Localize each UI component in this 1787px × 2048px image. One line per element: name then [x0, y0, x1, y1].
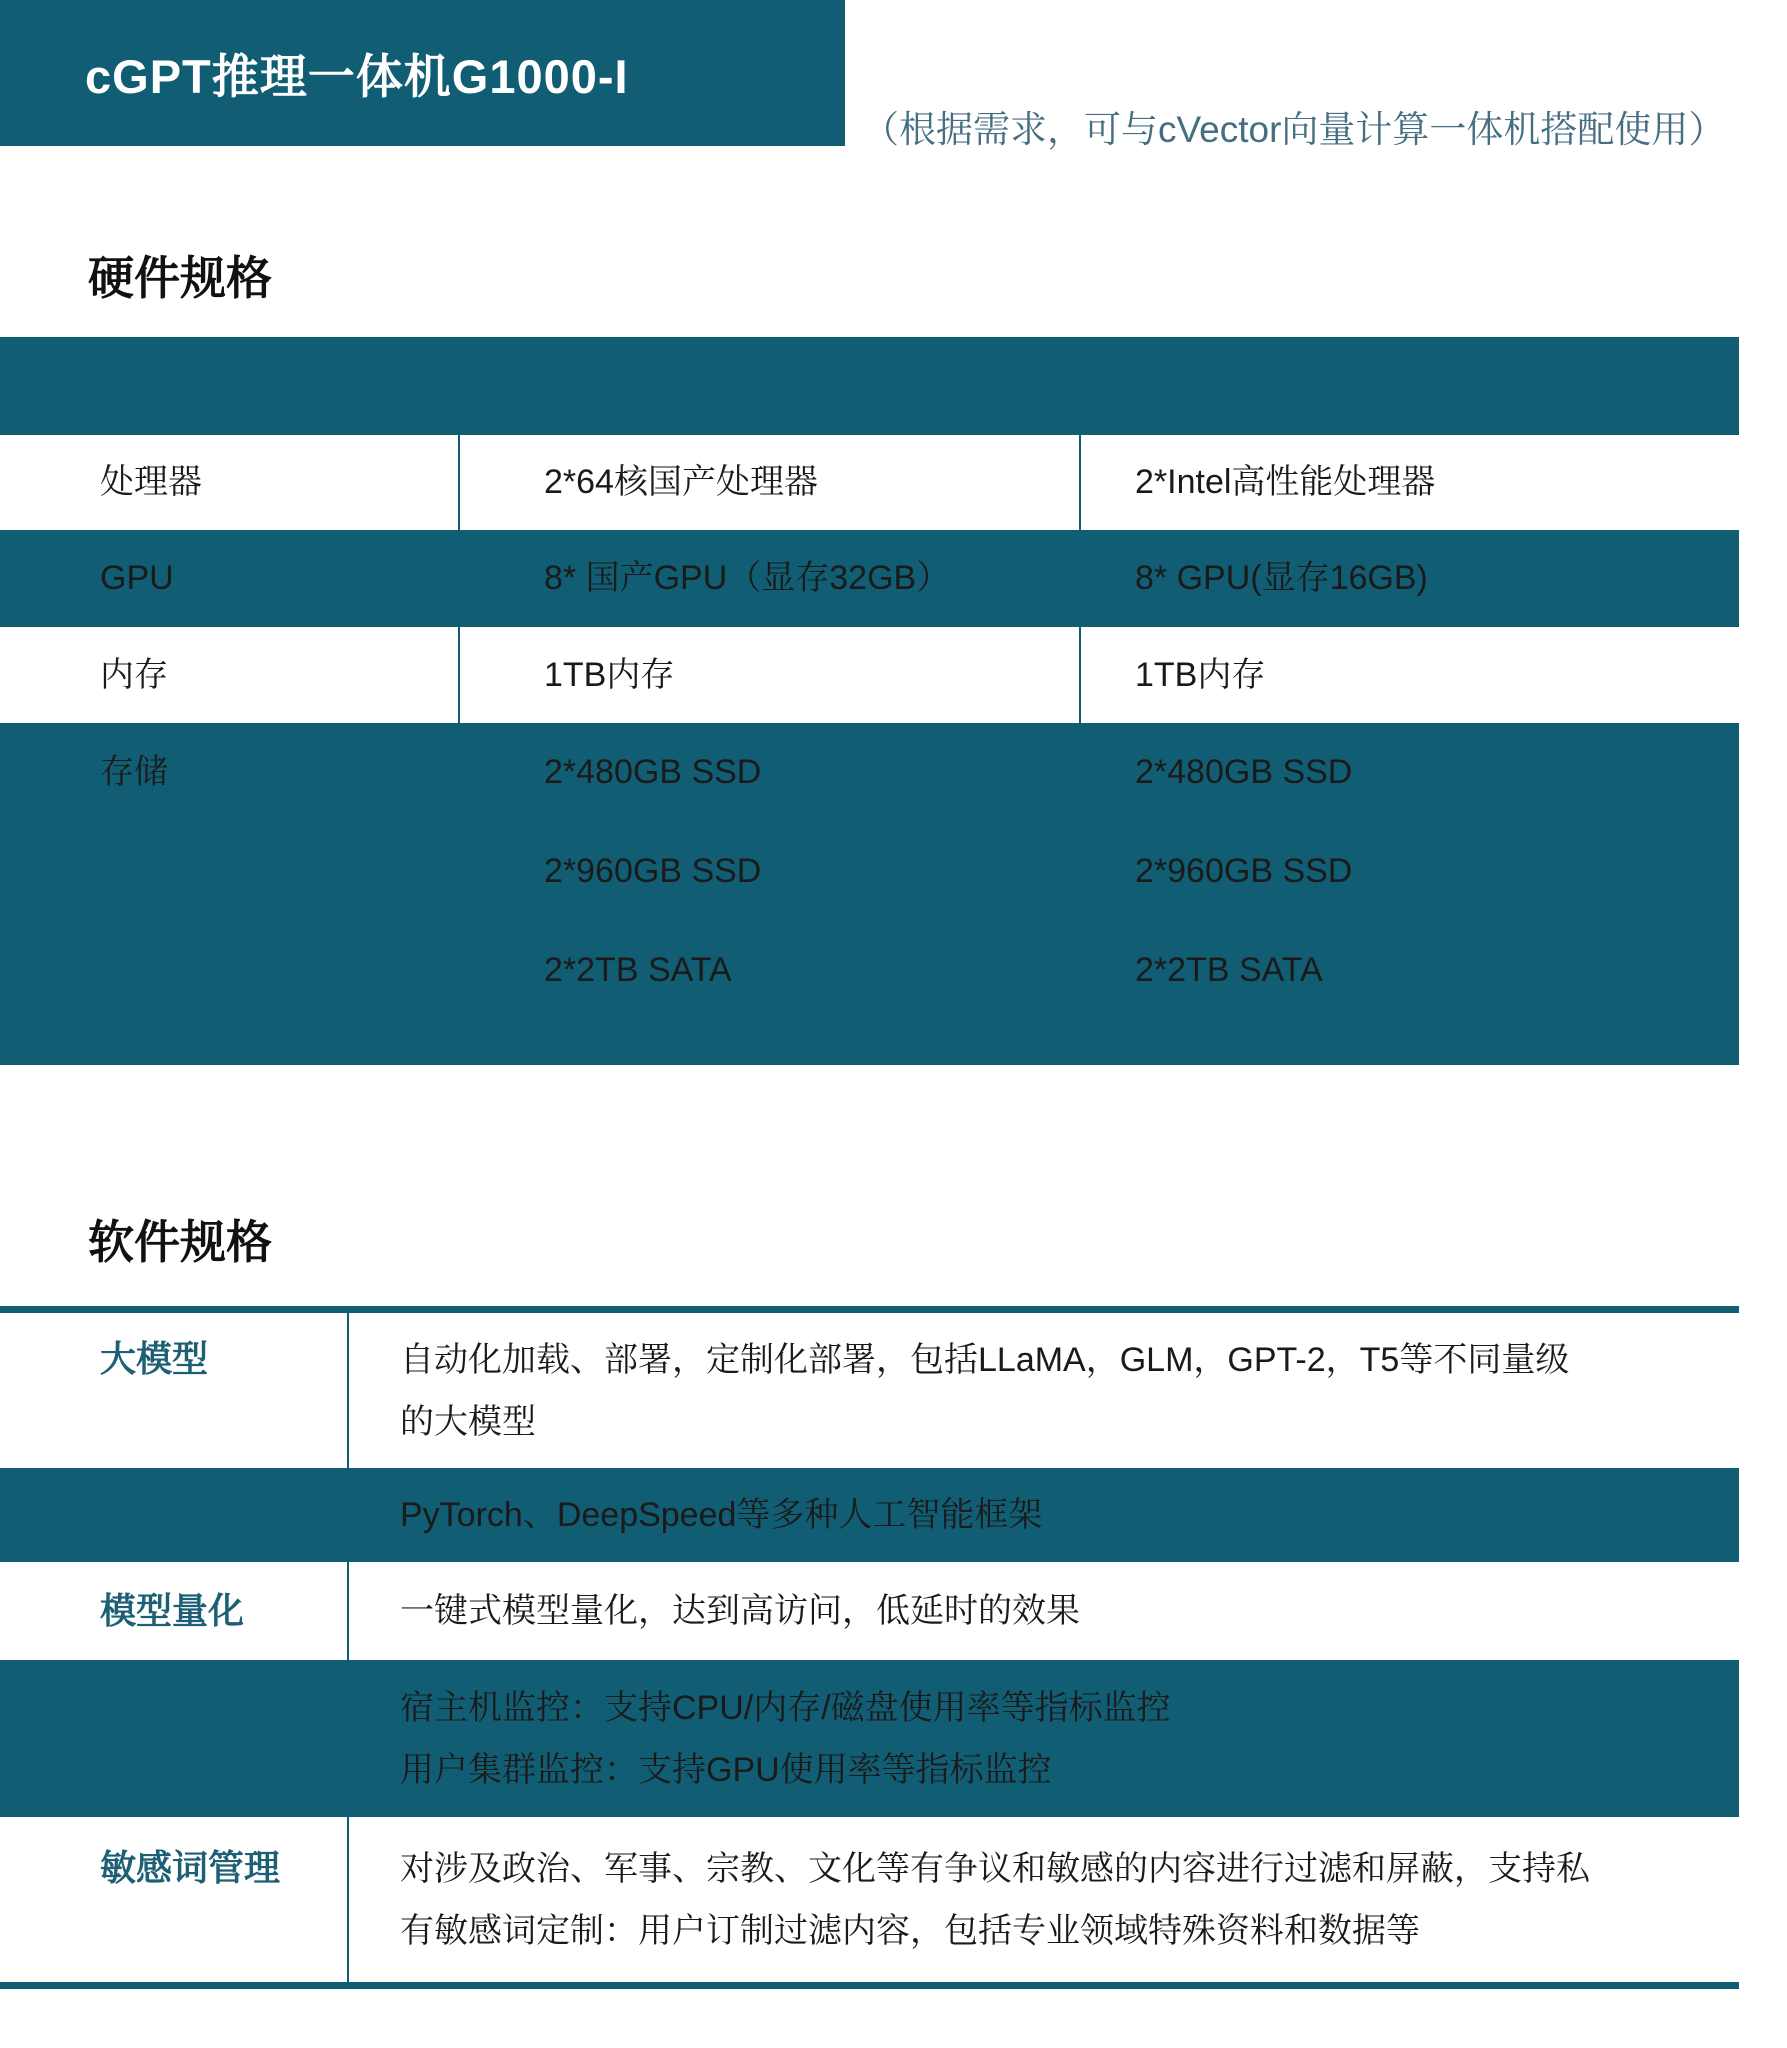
hardware-spec-table	[0, 337, 1739, 1065]
sw-large-model-label: 大模型	[0, 1313, 349, 1468]
hw-processor-label: 处理器	[0, 435, 460, 530]
table-row	[0, 1817, 1739, 1982]
hw-storage-config2-line1: 2*480GB SSD	[1135, 753, 1353, 791]
sw-quantization-line1: 一键式模型量化，达到高访问，低延时的效果	[400, 1592, 1080, 1630]
hw-gpu-label: GPU	[100, 559, 174, 597]
table-row	[0, 435, 1739, 530]
hw-storage-config1-line2: 2*960GB SSD	[544, 852, 762, 890]
hw-memory-config1: 1TB内存	[460, 627, 1081, 723]
sw-monitoring-label	[0, 1660, 349, 1817]
table-row	[0, 530, 1739, 627]
page-title: cGPT推理一体机G1000-I	[85, 49, 629, 103]
software-table-bottom-rule	[0, 1982, 1739, 1989]
hw-storage-config1-line3: 2*2TB SATA	[544, 951, 732, 989]
sw-sensitive-words-line1: 对涉及政治、军事、宗教、文化等有争议和敏感的内容进行过滤和屏蔽，支持私	[400, 1849, 1590, 1888]
hardware-section-heading: 硬件规格	[88, 252, 272, 304]
hw-memory-label: 内存	[0, 627, 460, 723]
sw-sensitive-words-label: 敏感词管理	[0, 1817, 349, 1982]
sw-monitoring-line2: 用户集群监控：支持GPU使用率等指标监控	[400, 1750, 1052, 1789]
hw-storage-config2	[1081, 723, 1739, 1065]
table-row	[0, 1468, 1739, 1562]
software-section-heading: 软件规格	[88, 1216, 272, 1268]
sw-sensitive-words-content	[349, 1817, 1739, 1982]
sw-large-model-content	[349, 1313, 1739, 1468]
hw-gpu-config1: 8* 国产GPU（显存32GB）	[544, 559, 951, 597]
hw-storage-config1-line1: 2*480GB SSD	[544, 753, 762, 791]
hw-storage-config1	[460, 723, 1081, 1065]
hw-storage-config2-line2: 2*960GB SSD	[1135, 852, 1353, 890]
sw-quantization-label: 模型量化	[0, 1562, 349, 1660]
sw-large-model-line1: 自动化加载、部署，定制化部署，包括LLaMA，GLM，GPT-2，T5等不同量级	[400, 1340, 1570, 1379]
hw-storage-config2-line3: 2*2TB SATA	[1135, 951, 1323, 989]
hw-gpu-config2: 8* GPU(显存16GB)	[1135, 559, 1428, 597]
table-row	[0, 1660, 1739, 1817]
sw-quantization-content	[349, 1562, 1739, 1660]
table-row	[0, 1562, 1739, 1660]
sw-large-model-line2: 的大模型	[400, 1402, 536, 1441]
sw-monitoring-line1: 宿主机监控：支持CPU/内存/磁盘使用率等指标监控	[400, 1688, 1171, 1727]
sw-monitoring-content	[349, 1660, 1739, 1817]
hw-memory-config2: 1TB内存	[1135, 656, 1266, 694]
table-row	[0, 1313, 1739, 1468]
hw-processor-config2: 2*Intel高性能处理器	[1135, 463, 1436, 501]
software-table-top-rule	[0, 1306, 1739, 1313]
title-banner	[0, 0, 845, 146]
hardware-table-header-band	[0, 337, 1739, 435]
table-row	[0, 723, 1739, 1065]
table-row	[0, 627, 1739, 723]
sw-frameworks-label	[0, 1468, 349, 1562]
hw-storage-label: 存储	[100, 753, 168, 791]
software-spec-table	[0, 1306, 1739, 1989]
sw-sensitive-words-line2: 有敏感词定制：用户订制过滤内容，包括专业领域特殊资料和数据等	[400, 1911, 1420, 1950]
hw-processor-config1: 2*64核国产处理器	[460, 435, 1081, 530]
sw-frameworks-content	[349, 1468, 1739, 1562]
sw-frameworks-line1: PyTorch、DeepSpeed等多种人工智能框架	[400, 1496, 1043, 1534]
page-subtitle: （根据需求，可与cVector向量计算一体机搭配使用）	[862, 109, 1726, 150]
